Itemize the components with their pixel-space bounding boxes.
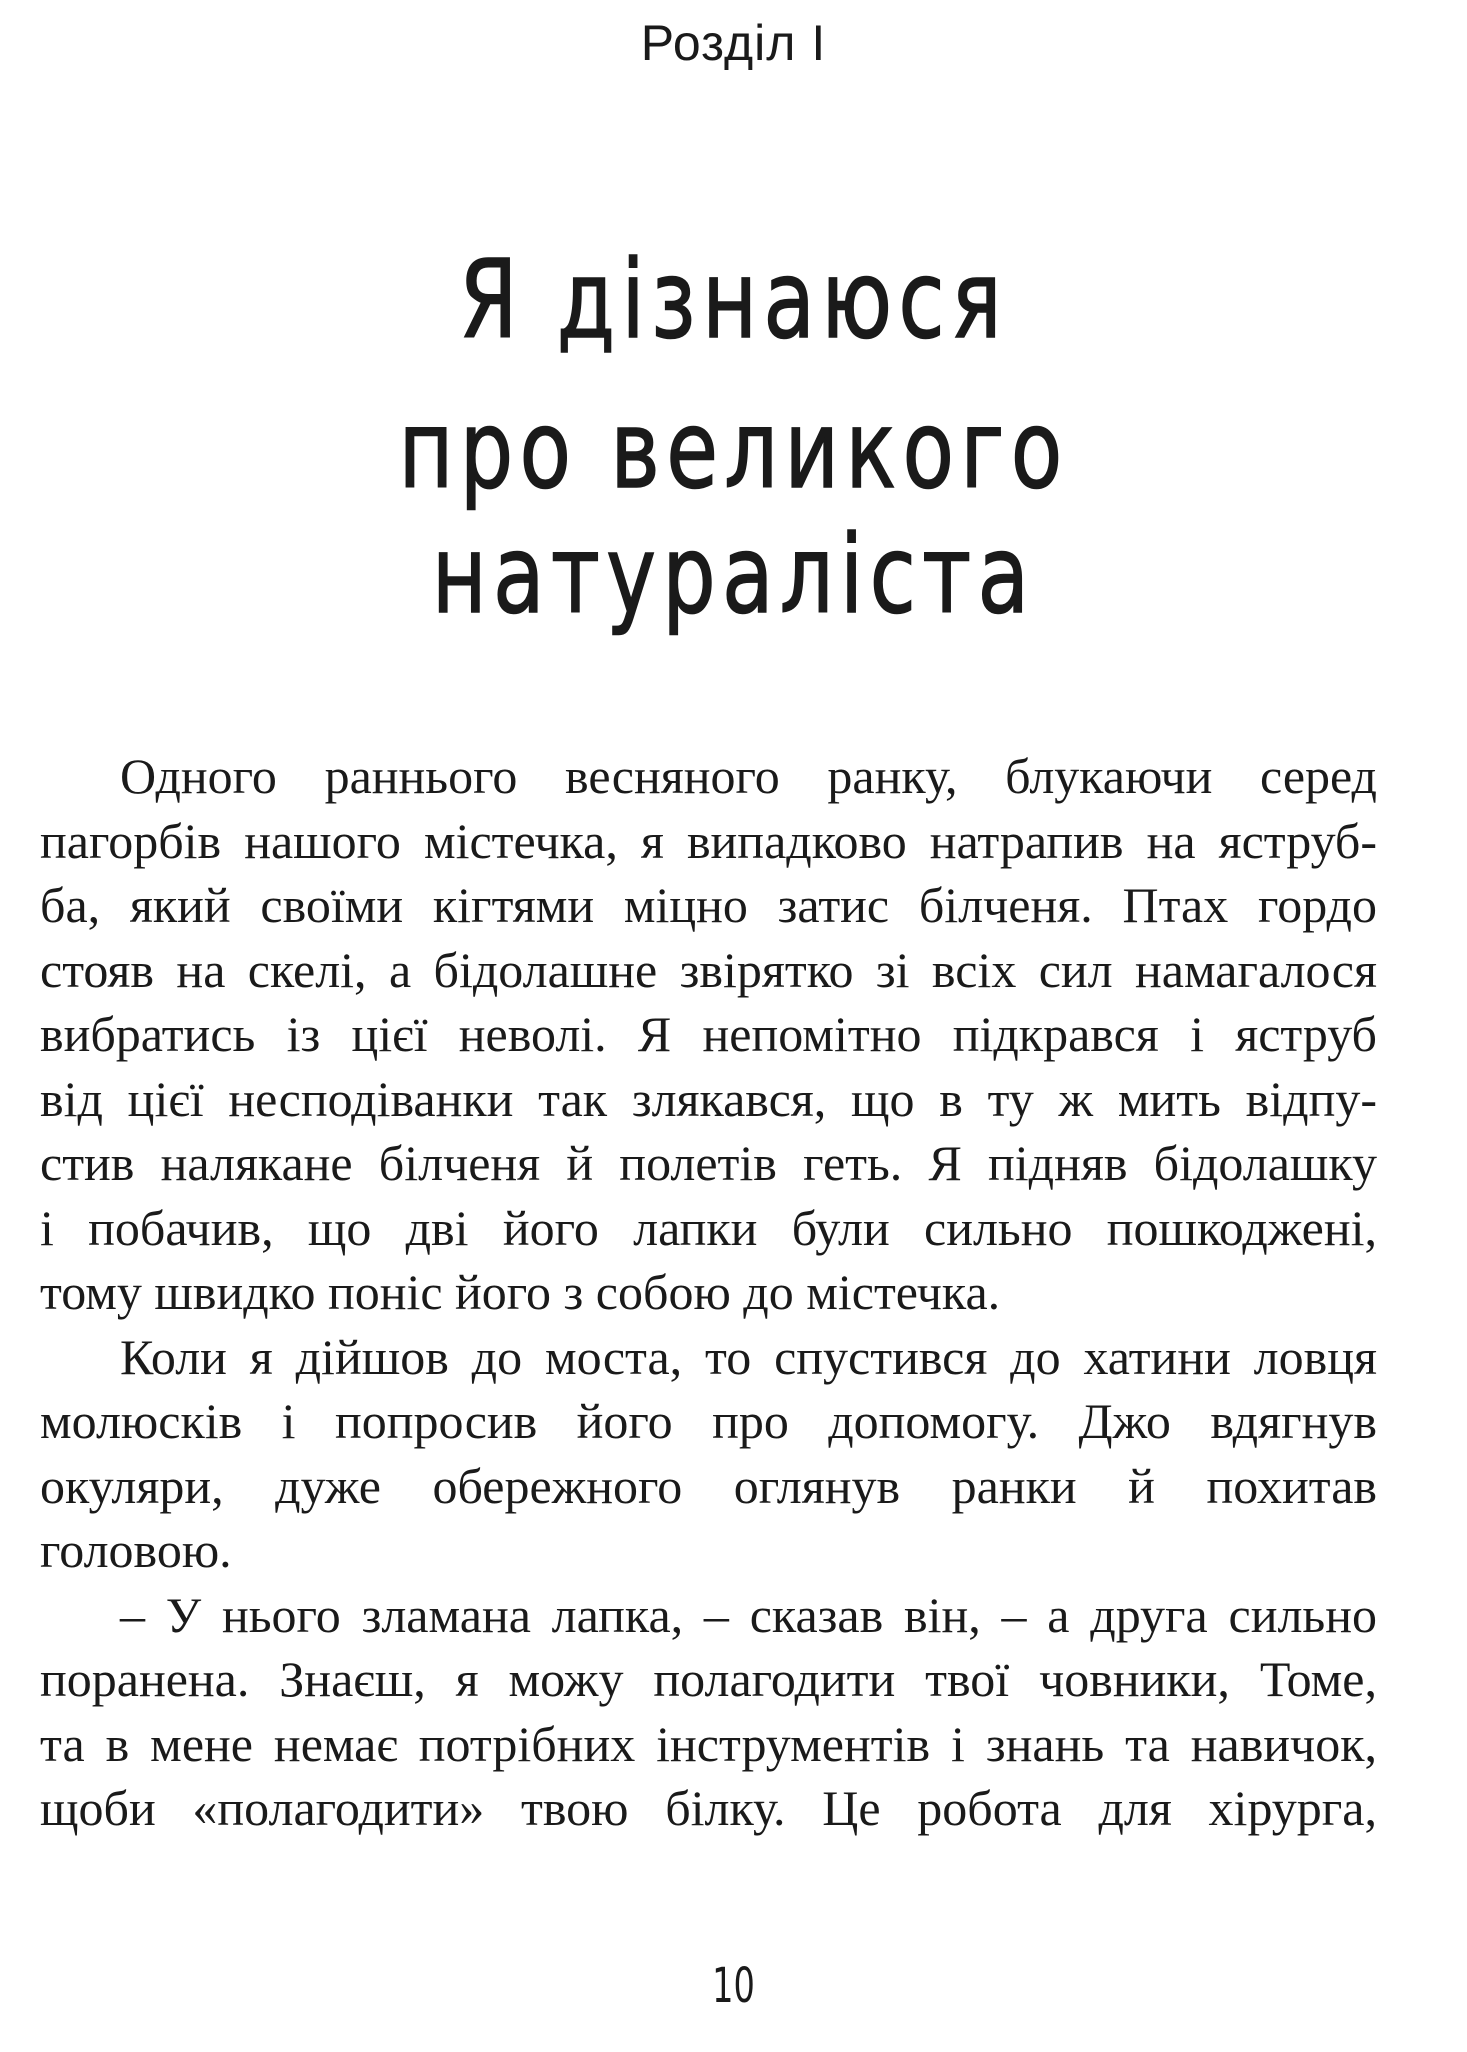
text-line: окуляри, дуже обережного оглянув ранки й похитав — [40, 1457, 1377, 1514]
text-line: вибратись із цієї неволі. Я непомітно підкрався і яструб — [40, 1006, 1377, 1062]
text-line: ба, який своїми кігтями міцно затис білченя. Птах гордо — [40, 877, 1377, 933]
text-line: Коли я дійшов до моста, то спустився до хатини ловця — [120, 1328, 1377, 1385]
text-line: поранена. Знаєш, я можу полагодити твої човники, Томе, — [40, 1651, 1377, 1707]
chapter-title-line-1: Я дізнаюся — [459, 238, 1008, 363]
page-number: 10 — [712, 1958, 755, 2014]
text-line: – У нього зламана лапка, – сказав він, – а друга сильно — [120, 1586, 1377, 1643]
text-line: стояв на скелі, а бідолашне звірятко зі всіх сил намагалося — [40, 941, 1377, 998]
text-line: та в мене немає потрібних інструментів і знань та навичок, — [40, 1715, 1377, 1772]
text-line: стив налякане білченя й полетів геть. Я підняв бідолашку — [40, 1135, 1377, 1191]
text-line: від цієї несподіванки так злякався, що в ту ж мить відпу- — [40, 1070, 1377, 1127]
text-line: молюсків і попросив його про допомогу. Джо вдягнув — [40, 1393, 1377, 1449]
text-line: щоби «полагодити» твою білку. Це робота для хірурга, — [40, 1780, 1377, 1836]
text-line: пагорбів нашого містечка, я випадково натрапив на яструб- — [40, 812, 1377, 869]
text-line: тому швидко поніс його з собою до містечка. — [40, 1264, 1001, 1320]
chapter-title-line-2: про великого натураліста — [398, 388, 1069, 638]
text-line: Одного раннього весняного ранку, блукаючи серед — [120, 748, 1377, 804]
body-text — [40, 744, 1377, 1841]
text-line: головою. — [40, 1522, 232, 1578]
chapter-heading: Розділ І — [640, 15, 827, 71]
text-line: і побачив, що дві його лапки були сильно пошкоджені, — [40, 1199, 1377, 1256]
